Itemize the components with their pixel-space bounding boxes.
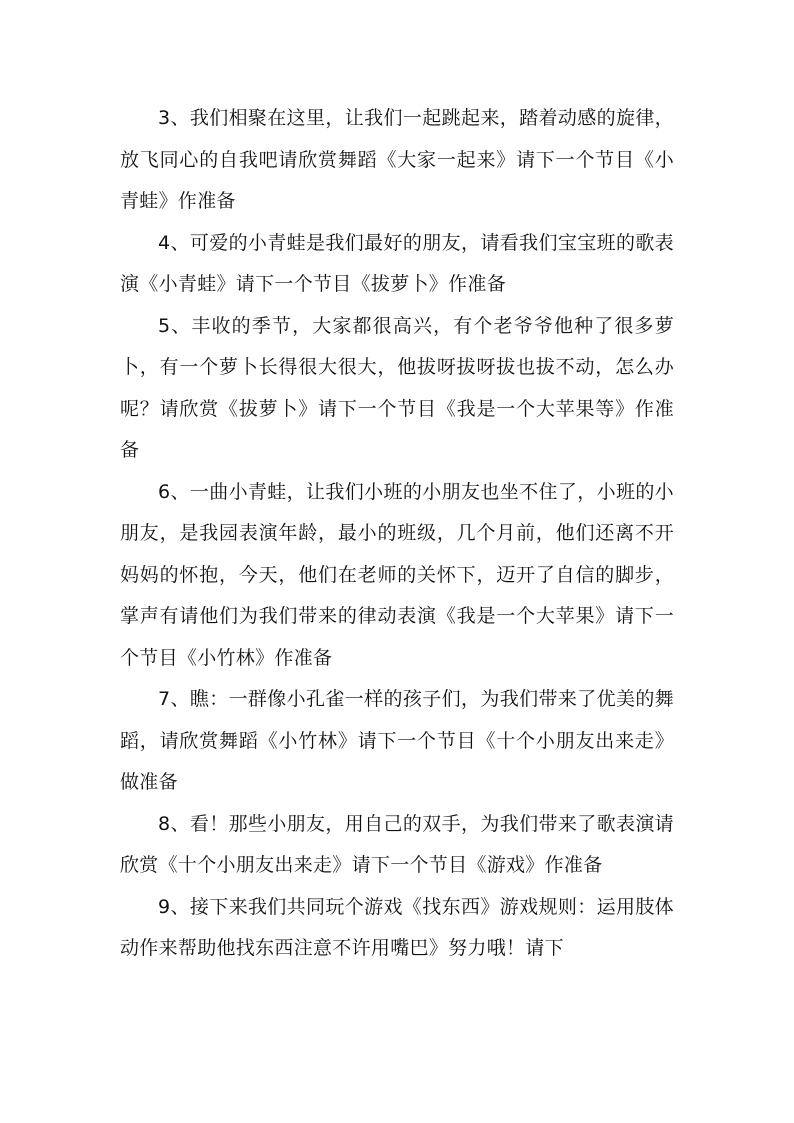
paragraph-9: 9、接下来我们共同玩个游戏《找东西》游戏规则：运用肢体动作来帮助他找东西注意不许用嘴巴》努力哦！请下 xyxy=(120,895,674,959)
paragraph-8: 8、看！那些小朋友，用自己的双手，为我们带来了歌表演请欣赏《十个小朋友出来走》请下一个节目《游戏》作准备 xyxy=(120,812,674,876)
paragraph-4: 4、可爱的小青蛙是我们最好的朋友，请看我们宝宝班的歌表演《小青蛙》请下一个节目《拔萝卜》作准备 xyxy=(120,231,674,295)
paragraph-6: 6、一曲小青蛙，让我们小班的小朋友也坐不住了，小班的小朋友，是我园表演年龄，最小的班级，几个月前，他们还离不开妈妈的怀抱，今天，他们在老师的关怀下，迈开了自信的脚步，掌声有请他们为我们带来的律动表演《我是一个大苹果》请下一个节目《小竹林》作准备 xyxy=(120,480,674,669)
paragraph-5: 5、丰收的季节，大家都很高兴，有个老爷爷他种了很多萝卜，有一个萝卜长得很大很大，他拔呀拔呀拔也拔不动，怎么办呢？请欣赏《拔萝卜》请下一个节目《我是一个大苹果等》作准备 xyxy=(120,314,674,461)
paragraph-3: 3、我们相聚在这里，让我们一起跳起来，踏着动感的旋律，放飞同心的自我吧请欣赏舞蹈《大家一起来》请下一个节目《小青蛙》作准备 xyxy=(120,107,674,212)
paragraph-7: 7、瞧：一群像小孔雀一样的孩子们，为我们带来了优美的舞蹈，请欣赏舞蹈《小竹林》请下一个节目《十个小朋友出来走》做准备 xyxy=(120,688,674,793)
document-body xyxy=(120,98,674,970)
